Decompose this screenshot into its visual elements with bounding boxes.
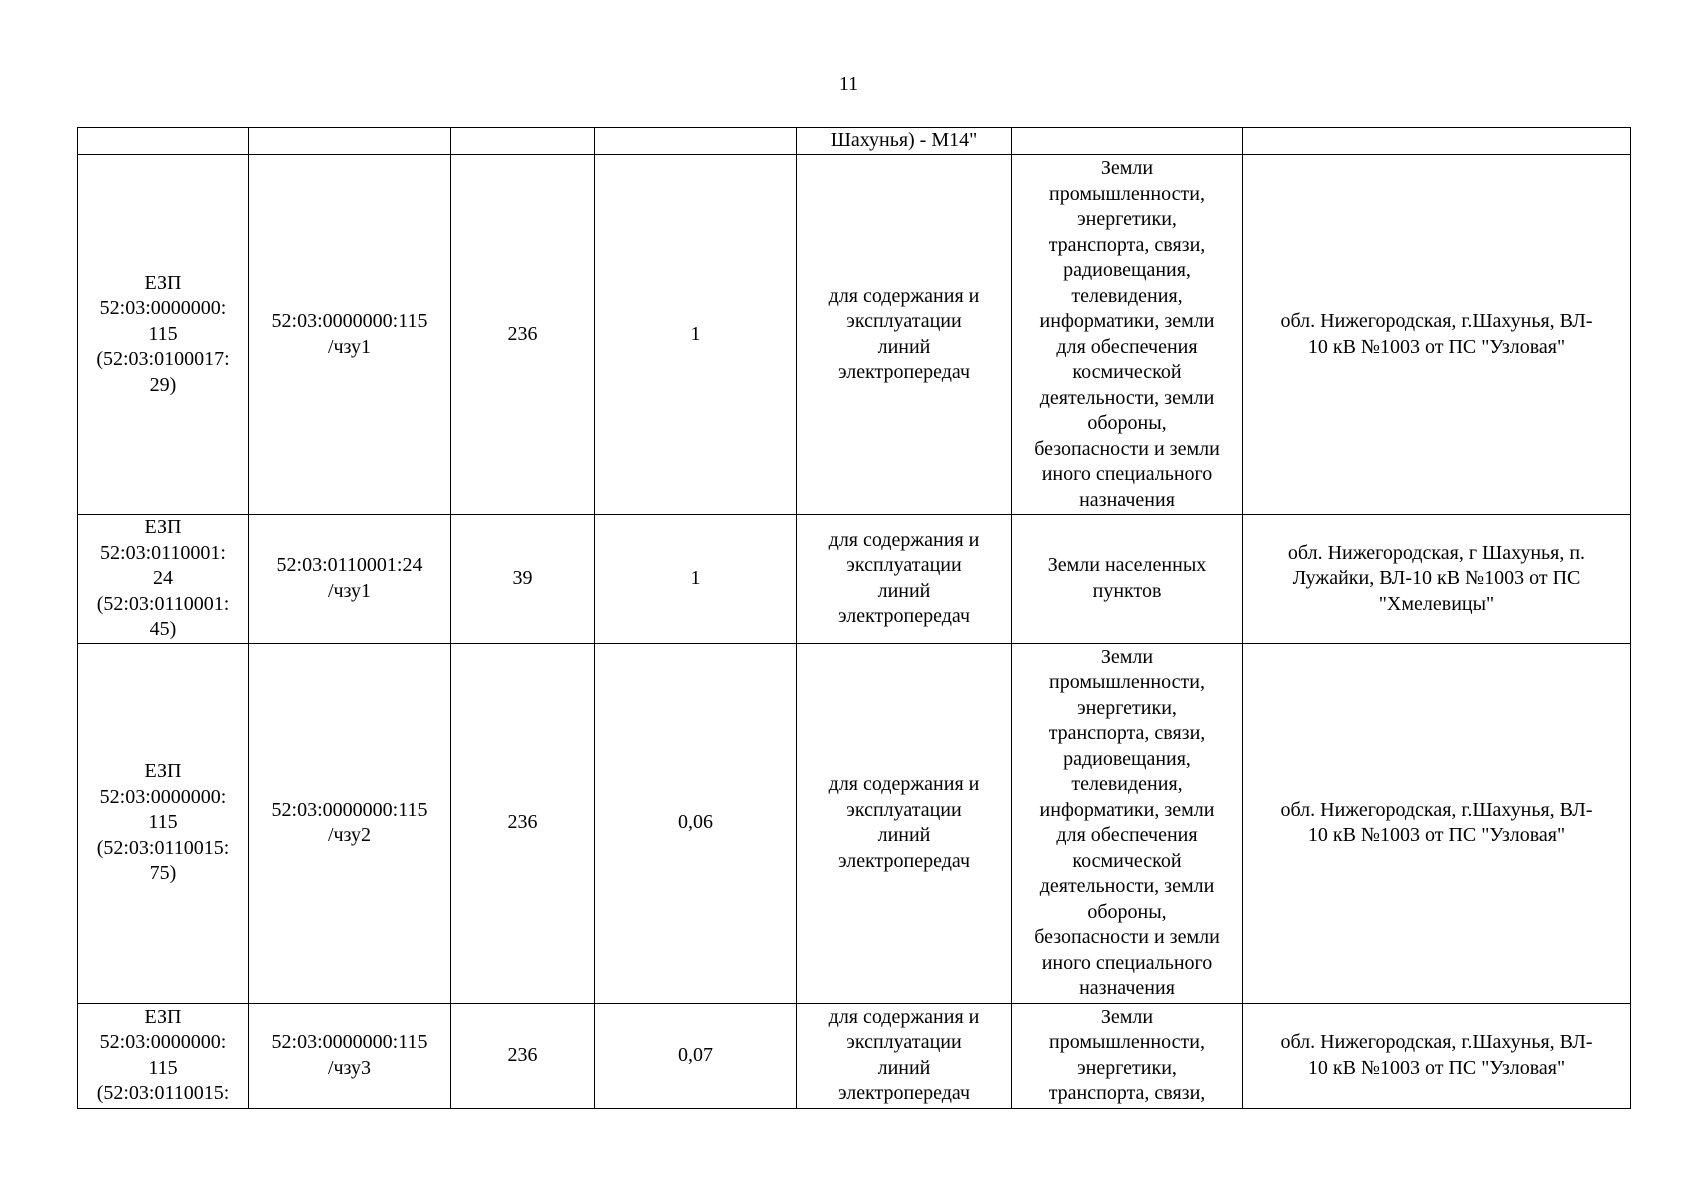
land-category-cell-line: деятельности, земли [1039,875,1215,897]
part-number-cell-line: /чзу2 [327,824,372,846]
purpose-cell-line: эксплуатации [846,1031,962,1053]
zone-cell [78,515,249,644]
part-number-cell [249,643,451,1003]
land-category-cell-line: информатики, земли [1039,798,1215,821]
land-category-cell-line: Земли населенных [1047,554,1207,577]
land-category-cell-line: энергетики, [1077,696,1177,719]
land-category-cell-line: космической [1072,849,1182,872]
continuation-cell [1243,128,1631,155]
zone-cell-line: 115 [148,1056,178,1079]
part-number-cell [249,515,451,644]
purpose-cell-line: эксплуатации [846,310,962,332]
zone-cell-line: 75) [149,862,177,885]
land-category-cell-line: обороны, [1087,900,1167,923]
part-number-cell-line: /чзу3 [327,1056,372,1079]
land-category-cell [1012,643,1243,1003]
address-cell [1243,643,1631,1003]
purpose-cell-line: линий [877,1056,931,1079]
purpose-cell-line: линий [877,579,931,602]
continuation-cell [1012,128,1243,155]
address-cell-line: обл. Нижегородская, г Шахунья, п. [1287,541,1586,564]
land-category-cell-line: Земли [1100,645,1154,668]
address-cell-line: 10 кВ №1003 от ПС "Узловая" [1307,1056,1566,1079]
part-number-cell-line: 52:03:0000000:115 [271,1031,428,1053]
area-cell: 236 [451,155,595,515]
land-category-cell-line: иного специального [1041,463,1213,485]
zone-cell-line: 52:03:0110001: [100,541,226,564]
address-cell-line: Лужайки, ВЛ-10 кВ №1003 от ПС [1292,567,1581,589]
land-category-cell-line: энергетики, [1077,1056,1177,1079]
land-category-cell-line: транспорта, связи, [1048,233,1206,256]
table-row [78,643,1631,1003]
zone-cell [78,1003,249,1108]
continuation-row [78,128,1631,155]
part-number-cell [249,1003,451,1108]
address-cell-line: 10 кВ №1003 от ПС "Узловая" [1307,335,1566,358]
purpose-cell-line: электропередач [837,1082,971,1104]
land-category-cell-line: информатики, земли [1039,310,1215,332]
purpose-cell [797,155,1012,515]
address-cell [1243,515,1631,644]
address-cell [1243,1003,1631,1108]
zone-cell-line: ЕЗП [144,271,182,294]
land-category-cell-line: транспорта, связи, [1048,722,1206,744]
zone-cell-line: (52:03:0110015: [96,1082,230,1104]
zone-cell-line: ЕЗП [144,1005,182,1028]
land-category-cell [1012,155,1243,515]
land-category-cell-line: радиовещания, [1063,747,1191,770]
address-cell-line: обл. Нижегородская, г.Шахунья, ВЛ- [1280,310,1593,332]
land-category-cell-line: промышленности, [1049,1031,1205,1053]
zone-cell-line: 24 [153,567,173,589]
address-cell-line: обл. Нижегородская, г.Шахунья, ВЛ- [1280,1031,1593,1053]
continuation-cell [595,128,797,155]
purpose-cell-line: для содержания и [828,1005,980,1028]
purpose-cell-line: электропередач [837,361,971,383]
zone-cell-line: 52:03:0000000: [99,785,227,808]
land-category-cell-line: космической [1072,361,1182,383]
land-category-cell-line: обороны, [1087,412,1167,434]
zone-cell-line: ЕЗП [144,760,182,783]
purpose-cell [797,643,1012,1003]
part-number-cell-line: 52:03:0000000:115 [271,798,428,821]
zone-cell-line: 115 [148,322,178,345]
purpose-cell-line: эксплуатации [846,798,962,821]
purpose-cell-line: для содержания и [828,528,980,551]
land-category-cell [1012,1003,1243,1108]
area-cell: 236 [451,1003,595,1108]
area-cell: 39 [451,515,595,644]
part-number-cell-line: 52:03:0000000:115 [271,310,428,332]
part-number-cell-line: 52:03:0110001:24 [276,554,423,577]
size-cell: 1 [595,515,797,644]
purpose-cell-line: линий [877,335,931,358]
land-category-cell-line: Земли [1100,1005,1154,1028]
land-category-cell-line: телевидения, [1071,773,1183,795]
table-body [78,155,1631,1109]
land-category-cell-line: безопасности и земли [1034,437,1220,460]
land-category-cell-line: промышленности, [1049,671,1205,693]
purpose-cell [797,1003,1012,1108]
table-row [78,155,1631,515]
zone-cell [78,155,249,515]
zone-cell-line: 45) [149,618,177,640]
zone-cell-line: 52:03:0000000: [99,1031,227,1053]
purpose-cell-line: для содержания и [828,284,980,307]
land-category-cell-line: иного специального [1041,951,1213,974]
size-cell: 1 [595,155,797,515]
purpose-cell [797,515,1012,644]
land-category-cell-line: энергетики, [1077,208,1177,230]
zone-cell-line: 29) [149,373,177,396]
continuation-cell [78,128,249,155]
zone-cell-line: 52:03:0000000: [99,297,227,320]
land-category-cell-line: Земли [1100,157,1154,179]
land-category-cell [1012,515,1243,644]
purpose-cell-line: линий [877,824,931,846]
continuation-cell [249,128,451,155]
land-category-cell-line: промышленности, [1049,182,1205,205]
purpose-cell-line: электропередач [837,605,971,628]
land-category-cell-line: для обеспечения [1056,335,1198,358]
land-category-cell-line: для обеспечения [1056,824,1198,846]
land-plots-table [77,127,1631,1109]
purpose-cell-line: эксплуатации [846,554,962,577]
continuation-cell [451,128,595,155]
zone-cell-line: ЕЗП [144,516,182,538]
area-cell: 236 [451,643,595,1003]
address-cell-line: "Хмелевицы" [1378,592,1495,615]
address-cell-line: 10 кВ №1003 от ПС "Узловая" [1307,824,1566,846]
address-cell [1243,155,1631,515]
land-category-cell-line: деятельности, земли [1039,386,1215,409]
purpose-cell-line: электропередач [837,849,971,872]
size-cell: 0,07 [595,1003,797,1108]
part-number-cell-line: /чзу1 [327,335,372,358]
table-row [78,1003,1631,1108]
part-number-cell-line: /чзу1 [327,579,372,602]
land-category-cell-line: назначения [1079,488,1175,511]
zone-cell-line: (52:03:0110015: [96,836,230,859]
size-cell: 0,06 [595,643,797,1003]
page-number: 11 [838,73,859,95]
zone-cell-line: (52:03:0100017: [96,348,230,371]
zone-cell [78,643,249,1003]
land-category-cell-line: транспорта, связи, [1048,1082,1206,1104]
land-category-cell-line: пунктов [1092,579,1162,602]
land-category-cell-line: телевидения, [1071,284,1183,307]
address-cell-line: обл. Нижегородская, г.Шахунья, ВЛ- [1280,798,1593,821]
zone-cell-line: 115 [148,811,178,834]
continuation-cell: Шахунья) - М14" [797,128,1012,155]
purpose-cell-line: для содержания и [828,773,980,795]
table-row [78,515,1631,644]
land-category-cell-line: безопасности и земли [1034,926,1220,948]
zone-cell-line: (52:03:0110001: [96,592,230,615]
land-category-cell-line: радиовещания, [1063,259,1191,281]
land-category-cell-line: назначения [1079,977,1175,999]
part-number-cell [249,155,451,515]
